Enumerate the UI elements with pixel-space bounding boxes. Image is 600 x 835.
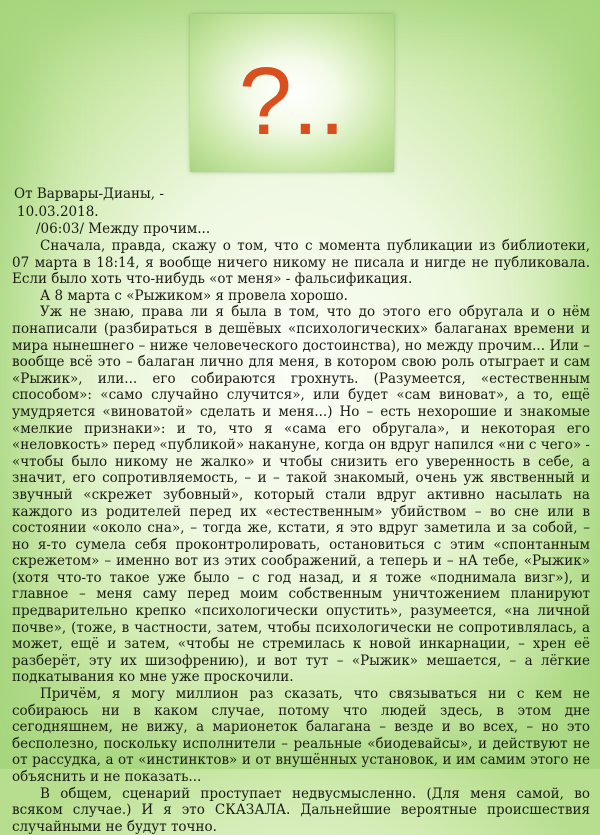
letter-body bbox=[12, 238, 590, 835]
illustration-glyph: ?.. bbox=[238, 48, 346, 155]
paragraph-2: А 8 марта с «Рыжиком» я провела хорошо. bbox=[40, 287, 348, 304]
question-ellipsis-icon bbox=[190, 14, 394, 172]
paragraph-5: В общем, сценарий проступает недвусмысленно. (Для меня самой, во всяком случае.) И я это СКАЗАЛА. Дальнейшие вероятные происшествия случайными не будут точно. bbox=[12, 785, 590, 835]
paragraph-1: Сначала, правда, скажу о том, что с момента публикации из библиотеки, 07 марта в 18:14, я вообще ничего никому не писала и нигде не публиковала. Если было хоть что-нибудь «от меня» - фальсификация. bbox=[12, 238, 590, 288]
letter-from: От Варвары-Дианы, - bbox=[14, 186, 164, 202]
paragraph-3: Уж не знаю, права ли я была в том, что до этого его обругала и о нём понаписали (разбираться в дешёвых «психологических» балаганах времени и мира нынешнего – ниже человеческого достоинства), но между прочим... Или – вообще всё это – балаган лично для меня, в котором свою роль отыграет и сам «Рыжик», или... его собираются грохнуть. (Разумеется, «естественным способом»: «само случайно случится», или будет «сам виноват», а то, ещё умудряется «виноватой» сделать и меня...) Но – есть нехорошие и знакомые «мелкие признаки»: и то, что я «сама его обругала», и некоторая его «неловкость» перед «публикой» накануне, когда он вдруг напился «ни с чего» - «чтобы было никому не жалко» и чтобы снизить его уверенность в себе, а значит, его сопротивляемость, – и – такой знакомый, очень уж явственный и звучный «скрежет зубовный», который стали вдруг активно насылать на каждого из родителей перед их «естественным» убийством – во сне или в состоянии «около сна», – тогда же, кстати, я это вдруг заметила и за собой, – но я-то сумела себя проконтролировать, остановиться с этим «спонтанным скрежетом» – именно вот из этих соображений, а теперь и – нА тебе, «Рыжик» (хотя что-то такое уже было – с год назад, и я тоже «поднимала визг»), и главное – меня саму перед моим собственным уничтожением планируют предварительно крепко «психологически опустить», разумеется, «на личной почве», (тоже, в частности, затем, чтобы психологически не сопротивлялась, а может, ещё и затем, «чтобы не стремилась к новой инкарнации, – хрен её разберёт, эту их шизофрению), и вот тут – «Рыжик» мешается, – а лёгкие подкатывания ко мне уже проскочили. bbox=[12, 304, 590, 686]
letter-date: 10.03.2018. bbox=[17, 204, 99, 220]
question-mark-illustration bbox=[190, 14, 394, 172]
letter-subject: /06:03/ Между прочим... bbox=[36, 221, 211, 237]
paragraph-4: Причём, я могу миллион раз сказать, что связываться ни с кем не собираюсь ни в каком случае, потому что людей здесь, в этом дне сегодняшнем, не вижу, а марионеток балагана – везде и во всех, – но это бесполезно, поскольку исполнители – реальные «биодевайсы», и действуют не от рассудка, а от «инстинктов» и от внушённых установок, и им самим этого не объяснить и не показать... bbox=[12, 686, 590, 785]
